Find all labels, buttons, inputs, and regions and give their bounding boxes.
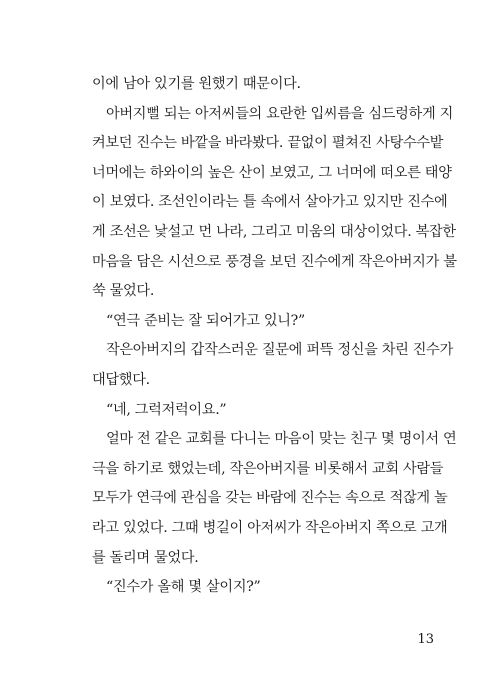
- text-line: 아버지뻘 되는 아저씨들의 요란한 입씨름을 심드렁하게 지: [106, 105, 453, 122]
- text-line: 너머에는 하와이의 높은 산이 보였고, 그 너머에 떠오른 태양: [92, 164, 452, 181]
- text-line: 대답했다.: [92, 371, 150, 388]
- text-line: 작은아버지의 갑작스러운 질문에 퍼뜩 정신을 차린 진수가: [106, 342, 453, 359]
- text-line: “네, 그럭저럭이요.”: [106, 401, 227, 418]
- text-line: 얼마 전 같은 교회를 다니는 마음이 맞는 친구 몇 명이서 연: [106, 431, 457, 448]
- text-line: 쑥 물었다.: [92, 283, 155, 300]
- text-line: 이에 남아 있기를 원했기 때문이다.: [92, 76, 301, 92]
- text-line: 마음을 담은 시선으로 풍경을 보던 진수에게 작은아버지가 불: [92, 253, 457, 270]
- text-line: 게 조선은 낯설고 먼 나라, 그리고 미움의 대상이었다. 복잡한: [92, 223, 456, 240]
- text-line: “진수가 올해 몇 살이지?”: [106, 579, 261, 596]
- text-line: 극을 하기로 했었는데, 작은아버지를 비롯해서 교회 사람들: [92, 460, 444, 477]
- text-line: 를 돌리며 물었다.: [92, 549, 199, 566]
- body-text: [92, 70, 457, 603]
- text-line: 모두가 연극에 관심을 갖는 바람에 진수는 속으로 적잖게 놀: [92, 490, 448, 507]
- text-line: 이 보였다. 조선인이라는 틀 속에서 살아가고 있지만 진수에: [92, 194, 448, 211]
- text-line: 라고 있었다. 그때 병길이 아저씨가 작은아버지 쪽으로 고개: [92, 519, 448, 536]
- text-line: “연극 준비는 잘 되어가고 있니?”: [106, 312, 305, 329]
- page-number: 13: [417, 632, 434, 647]
- text-line: 켜보던 진수는 바깥을 바라봤다. 끝없이 펼쳐진 사탕수수밭: [92, 135, 444, 152]
